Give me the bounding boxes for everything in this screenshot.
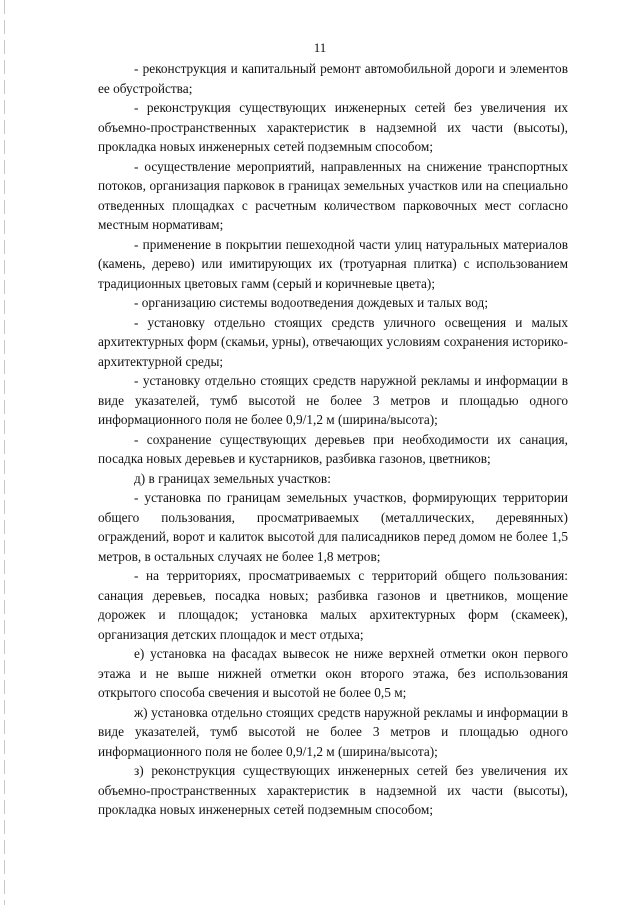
paragraph: - установка по границам земельных участков, формирующих территории общего пользования, просматриваемых (металлических, деревянных) ограждений, ворот и калиток высотой для палисадников перед домом не более 1,5 метров, в остальных случаях не более 1,8 метров;	[98, 490, 568, 564]
paragraph: - установку отдельно стоящих средств уличного освещения и малых архитектурных форм (скамьи, урны), отвечающих условиям сохранения историко-архитектурной среды;	[98, 314, 568, 369]
paragraph: - применение в покрытии пешеходной части улиц натуральных материалов (камень, дерево) или имитирующих их (тротуарная плитка) с использованием традиционных цветовых гамм (серый и коричневые цвета);	[98, 236, 568, 291]
scan-edge-line	[4, 0, 5, 905]
paragraph: - сохранение существующих деревьев при необходимости их санация, посадка новых деревьев и кустарников, разбивка газонов, цветников;	[98, 431, 568, 466]
paragraph: е) установка на фасадах вывесок не ниже верхней отметки окон первого этажа и не выше нижней отметки окон второго этажа, без использования открытого способа свечения и высотой не более 0,5 м;	[98, 646, 568, 700]
section-heading: д) в границах земельных участков:	[134, 470, 331, 486]
paragraph: - осуществление мероприятий, направленных на снижение транспортных потоков, организация парковок в границах земельных участков или на специально отведенных площадках с расчетным количеством парковочных мест согласно местным нормативам;	[98, 158, 568, 232]
paragraph: - организацию системы водоотведения дождевых и талых вод;	[134, 295, 489, 310]
paragraph: ж) установка отдельно стоящих средств наружной рекламы и информации в виде указателей, тумб высотой не более 3 метров и площадью одного информационного поля не более 0,9/1,2 м (ширина/высота);	[98, 704, 568, 759]
paragraph: - реконструкция и капитальный ремонт автомобильной дороги и элементов ее обустройства;	[98, 61, 568, 96]
paragraph: - реконструкция существующих инженерных сетей без увеличения их объемно-пространственных характеристик в надземной их части (высоты), прокладка новых инженерных сетей подземным способом;	[98, 100, 568, 154]
paragraph: - установку отдельно стоящих средств наружной рекламы и информации в виде указателей, тумб высотой не более 3 метров и площадью одного информационного поля не более 0,9/1,2 м (ширина/высота);	[98, 373, 568, 427]
paragraph: з) реконструкция существующих инженерных сетей без увеличения их объемно-пространственных характеристик в надземной их части (высоты), прокладка новых инженерных сетей подземным способом;	[98, 763, 568, 817]
document-body	[98, 59, 568, 820]
paragraph: - на территориях, просматриваемых с территорий общего пользования: санация деревьев, посадка новых; разбивка газонов и цветников, мощение дорожек и площадок; установка малых архитектурных форм (скамеек), организация детских площадок и мест отдыха;	[98, 568, 568, 642]
page-number: 11	[313, 40, 327, 55]
